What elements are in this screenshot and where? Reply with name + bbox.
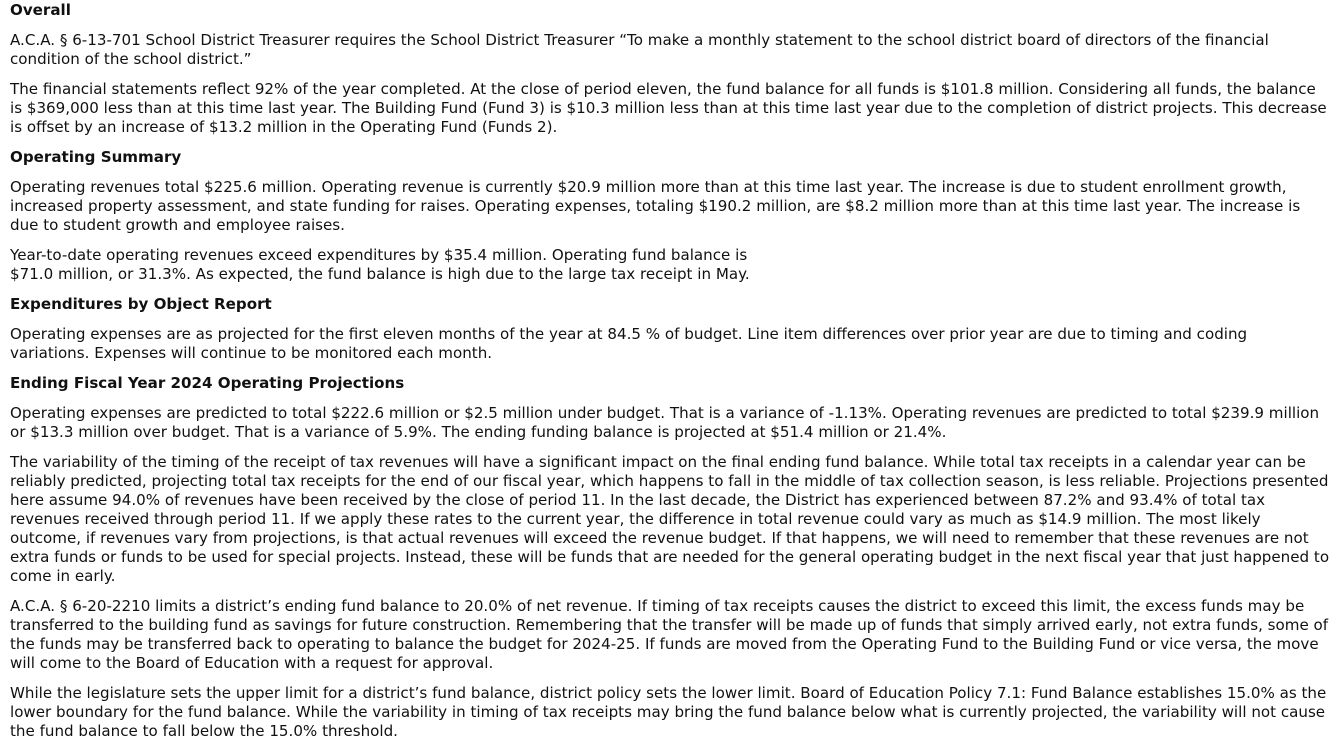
section-expenditures-by-object — [10, 295, 1331, 363]
section-operating-summary — [10, 148, 1331, 284]
paragraph: The financial statements reflect 92% of the year completed. At the close of period eleven, the fund balance for all funds is $101.8 million. Considering all funds, the balance is $369,000 less than at this time last year. The Building Fund (Fund 3) is $10.3 million less than at this time last year due to the completion of district projects. This decrease is offset by an increase of $13.2 million in the Operating Fund (Funds 2). — [10, 80, 1327, 136]
section-heading: Expenditures by Object Report — [10, 295, 272, 313]
section-overall — [10, 1, 1331, 137]
paragraph: A.C.A. § 6-20-2210 limits a district’s ending fund balance to 20.0% of net revenue. If timing of tax receipts causes the district to exceed this limit, the excess funds may be transferred to the building fund as savings for future construction. Remembering that the transfer will be made up of funds that simply arrived early, not extra funds, some of the funds may be transferred back to operating to balance the budget for 2024-25. If funds are moved from the Operating Fund to the Building Fund or vice versa, the move will come to the Board of Education with a request for approval. — [10, 597, 1329, 672]
paragraph: Operating expenses are predicted to total $222.6 million or $2.5 million under budget. That is a variance of -1.13%. Operating revenues are predicted to total $239.9 million or $13.3 million over budget. That is a variance of 5.9%. The ending funding balance is projected at $51.4 million or 21.4%. — [10, 404, 1320, 441]
paragraph: Year-to-date operating revenues exceed expenditures by $35.4 million. Operating fund balance is $71.0 million, or 31.3%. As expected, the fund balance is high due to the large tax receipt in May. — [10, 246, 750, 283]
paragraph: Operating revenues total $225.6 million. Operating revenue is currently $20.9 million more than at this time last year. The increase is due to student enrollment growth, increased property assessment, and state funding for raises. Operating expenses, totaling $190.2 million, are $8.2 million more than at this time last year. The increase is due to student growth and employee raises. — [10, 178, 1301, 234]
section-heading: Overall — [10, 1, 71, 19]
paragraph: The variability of the timing of the receipt of tax revenues will have a significant impact on the final ending fund balance. While total tax receipts in a calendar year can be reliably predicted, projecting total tax receipts for the end of our fiscal year, which happens to fall in the middle of tax collection season, is less reliable. Projections presented here assume 94.0% of revenues have been received by the close of period 11. In the last decade, the District has experienced between 87.2% and 93.4% of total tax revenues received through period 11. If we apply these rates to the current year, the difference in total revenue could vary as much as $14.9 million. The most likely outcome, if revenues vary from projections, is that actual revenues will exceed the revenue budget. If that happens, we will need to remember that these revenues are not extra funds or funds to be used for special projects. Instead, these will be funds that are needed for the general operating budget in the next fiscal year that just happened to come in early. — [10, 453, 1330, 585]
section-operating-projections — [10, 374, 1331, 741]
section-heading: Ending Fiscal Year 2024 Operating Projections — [10, 374, 405, 392]
paragraph: Operating expenses are as projected for the first eleven months of the year at 84.5 % of budget. Line item differences over prior year are due to timing and coding variations. Expenses will continue to be monitored each month. — [10, 325, 1248, 362]
section-heading: Operating Summary — [10, 148, 182, 166]
paragraph: A.C.A. § 6-13-701 School District Treasurer requires the School District Treasurer “To make a monthly statement to the school district board of directors of the financial condition of the school district.” — [10, 31, 1269, 68]
paragraph: While the legislature sets the upper limit for a district’s fund balance, district policy sets the lower limit. Board of Education Policy 7.1: Fund Balance establishes 15.0% as the lower boundary for the fund balance. While the variability in timing of tax receipts may bring the fund balance below what is currently projected, the variability will not cause the fund balance to fall below the 15.0% threshold. — [10, 684, 1327, 740]
